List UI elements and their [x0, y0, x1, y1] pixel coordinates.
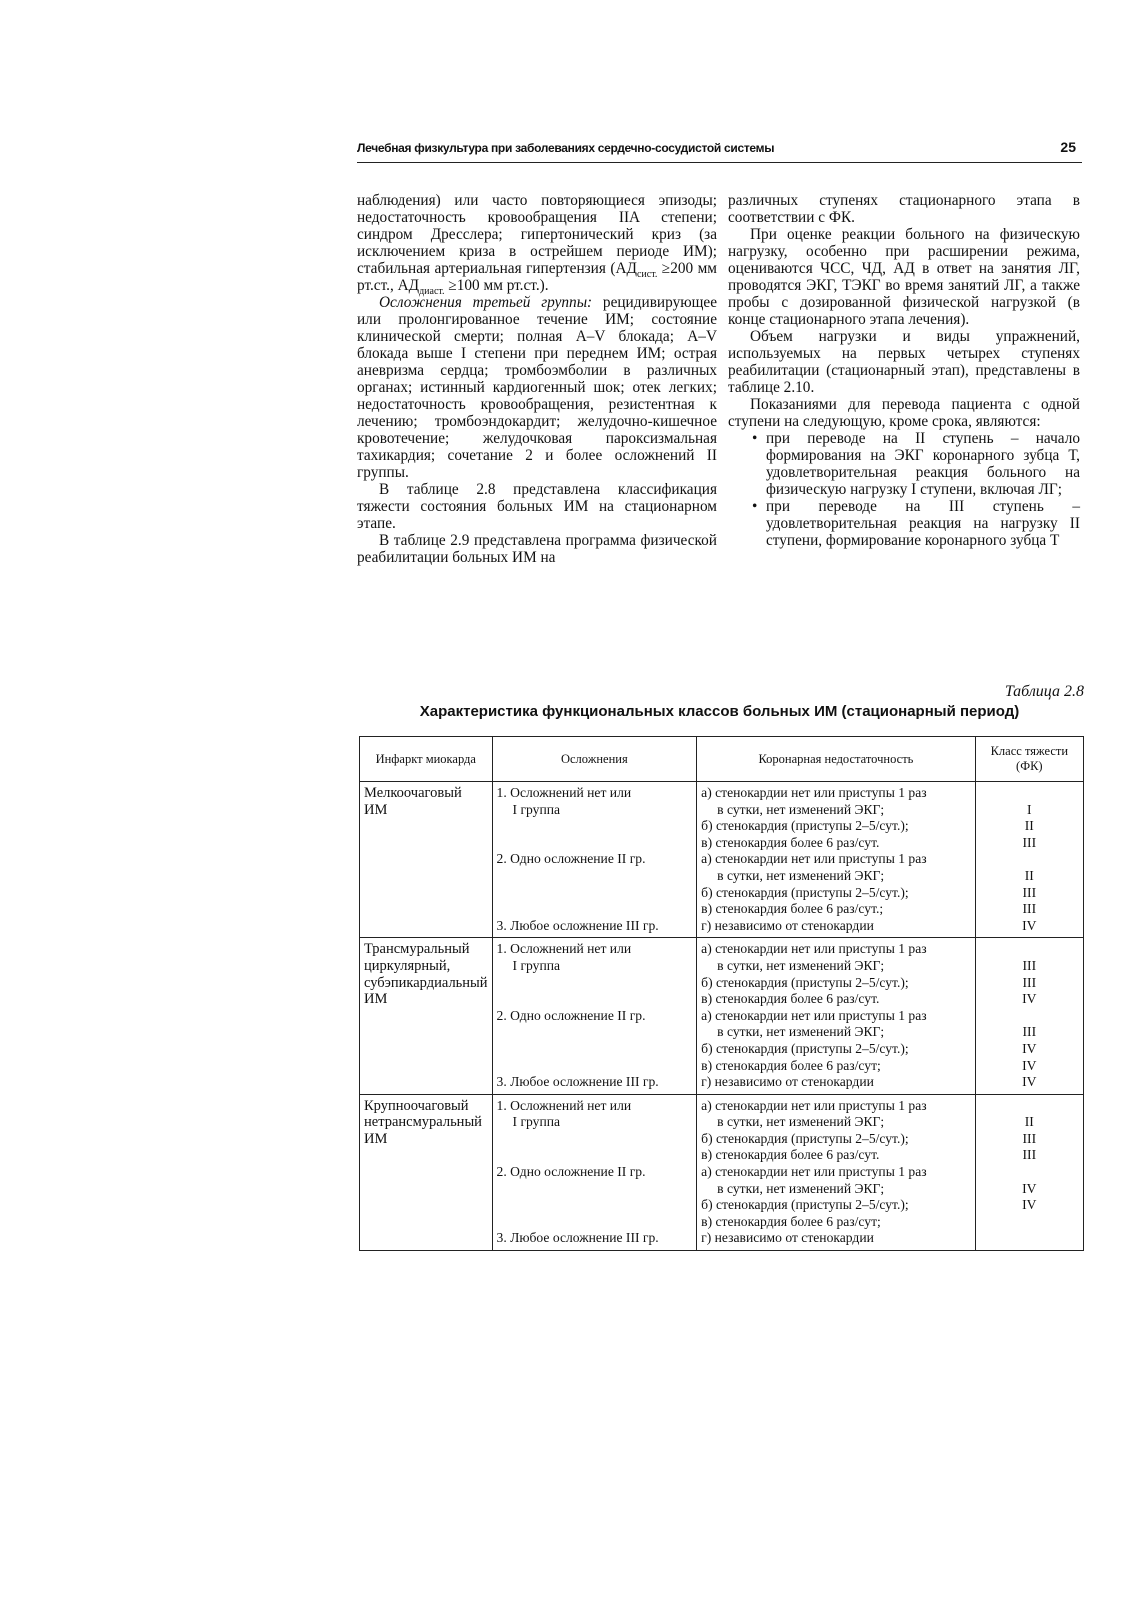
- coronary-line: г) независимо от стенокардии: [701, 1230, 874, 1246]
- class-value: I: [1027, 801, 1032, 817]
- complication-line: 1. Осложнений нет или: [496, 941, 632, 957]
- coronary-block: [701, 941, 970, 1007]
- coronary-block: [701, 851, 970, 917]
- coronary-line: г) независимо от стенокардии: [701, 917, 874, 933]
- class-value: [980, 1214, 1079, 1231]
- complication-line: [497, 1131, 693, 1148]
- left-paragraph-1: наблюдения) или часто повторяющиеся эпизоды; недостаточность кровообращения IIA степени; синдром Дресслера; гипертонический криз (за исключением криза в острейшем периоде ИМ); стабильная артериальная гипертензия ($АД_{сист.} \ge 200$ мм рт.ст., $АД_{диаст.} \ge 100$ мм рт.ст.).: [357, 192, 717, 298]
- table-title: Характеристика функциональных классов больных ИМ (стационарный период): [419, 703, 1020, 720]
- complication-line: [497, 1181, 693, 1198]
- coronary-line: б) стенокардия (приступы 2–5/сут.);: [701, 818, 909, 834]
- complication-line: [497, 818, 693, 835]
- complication-line: [497, 885, 693, 902]
- bullet-list: [728, 430, 1080, 549]
- table-row: [360, 938, 1084, 1094]
- complication-line: [497, 975, 693, 992]
- class-value: III: [1022, 974, 1037, 990]
- class-value: III: [1022, 1147, 1037, 1163]
- class-value: IV: [1022, 991, 1037, 1007]
- complication-line: I группа: [512, 1114, 561, 1130]
- class-value: [980, 851, 1079, 868]
- class-value: III: [1022, 1024, 1037, 1040]
- complication-line: [497, 1024, 693, 1041]
- right-paragraph-2: При оценке реакции больного на физическую нагрузку, особенно при расширении режима, оцениваются ЧСС, ЧД, АД в ответ на занятия ЛГ, проводятся ЭКГ, ТЭКГ во время занятий ЛГ, а также пробы с дозированной физической нагрузкой (в конце стационарного этапа лечения).: [728, 226, 1080, 328]
- coronary-line: в сутки, нет изменений ЭКГ;: [717, 1114, 885, 1130]
- left-paragraph-4: В таблице 2.9 представлена программа физической реабилитации больных ИМ на: [357, 532, 717, 566]
- class-value: [980, 941, 1079, 958]
- table-body: [360, 782, 1084, 1251]
- class-value: III: [1022, 1130, 1037, 1146]
- complication-line: [497, 868, 693, 885]
- complications-cell: [492, 938, 697, 1094]
- complications-cell: [492, 782, 697, 938]
- complication-line: 2. Одно осложнение II гр.: [496, 1164, 646, 1180]
- class-cell: [975, 1094, 1083, 1250]
- bullet-item: • при переводе на II ступень – начало формирования на ЭКГ коронарного зубца Т, удовлетворительная реакция больного на физическую нагрузку I ступени, включая ЛГ;: [728, 430, 1080, 498]
- coronary-block: [701, 1008, 970, 1074]
- coronary-line: в) стенокардия более 6 раз/сут.;: [701, 901, 884, 917]
- fk-table: [359, 736, 1084, 1251]
- coronary-line: а) стенокардии нет или приступы 1 раз: [701, 851, 927, 867]
- complication-line: 3. Любое осложнение III гр.: [496, 1230, 659, 1246]
- header-complications: Осложнения: [492, 737, 697, 782]
- table-row: [360, 782, 1084, 938]
- coronary-line: а) стенокардии нет или приступы 1 раз: [701, 941, 927, 957]
- coronary-line: а) стенокардии нет или приступы 1 раз: [701, 1097, 927, 1113]
- coronary-line: г) независимо от стенокардии: [701, 1074, 874, 1090]
- page-number: 25: [1060, 139, 1076, 155]
- infarct-cell: Крупноочаговый нетрансмуральный ИМ: [360, 1094, 493, 1250]
- class-value: III: [1022, 884, 1037, 900]
- class-value: III: [1022, 957, 1037, 973]
- coronary-line: в) стенокардия более 6 раз/сут.: [701, 1147, 880, 1163]
- coronary-line: в сутки, нет изменений ЭКГ;: [717, 867, 885, 883]
- class-value: II: [1024, 867, 1034, 883]
- coronary-line: в сутки, нет изменений ЭКГ;: [717, 1024, 885, 1040]
- left-paragraph-3: В таблице 2.8 представлена классификация тяжести состояния больных ИМ на стационарном этапе.: [357, 481, 717, 532]
- right-paragraph-4: Показаниями для перевода пациента с одной ступени на следующую, кроме срока, являются:: [728, 396, 1080, 430]
- coronary-line: в) стенокардия более 6 раз/сут.: [701, 834, 880, 850]
- class-value: [980, 1098, 1079, 1115]
- infarct-cell: Трансмуральный циркулярный, субэпикардиальный ИМ: [360, 938, 493, 1094]
- class-value: IV: [1022, 1180, 1037, 1196]
- coronary-line: в сутки, нет изменений ЭКГ;: [717, 1180, 885, 1196]
- class-cell: [975, 938, 1083, 1094]
- complication-line: [497, 1058, 693, 1075]
- complication-line: [497, 901, 693, 918]
- class-value: IV: [1022, 917, 1037, 933]
- class-value: III: [1022, 834, 1037, 850]
- header-class: Класс тяжести (ФК): [975, 737, 1083, 782]
- class-cell: [975, 782, 1083, 938]
- complication-line: [497, 1214, 693, 1231]
- complication-line: [497, 991, 693, 1008]
- complication-line: 3. Любое осложнение III гр.: [496, 917, 659, 933]
- complication-line: [497, 835, 693, 852]
- coronary-line: б) стенокардия (приступы 2–5/сут.);: [701, 974, 909, 990]
- left-paragraph-2: Осложнения третьей группы: рецидивирующее или пролонгированное течение ИМ; состояние клинической смерти; полная A–V блокада; A–V блокада выше I степени при переднем ИМ; острая аневризма сердца; тромбоэмболии в различных органах; истинный кардиогенный шок; отек легких; недостаточность кровообращения, резистентная к лечению; тромбоэндокардит; желудочно-кишечное кровотечение; желудочковая пароксизмальная тахикардия; сочетание 2 и более осложнений II группы.: [357, 294, 717, 481]
- coronary-line: в сутки, нет изменений ЭКГ;: [717, 957, 885, 973]
- coronary-block: [701, 1098, 970, 1164]
- class-value: III: [1022, 901, 1037, 917]
- coronary-cell: [697, 938, 975, 1094]
- bullet-item: • при переводе на III ступень – удовлетворительная реакция на нагрузку II ступени, формирование коронарного зубца Т: [728, 498, 1080, 549]
- complication-line: I группа: [512, 957, 561, 973]
- coronary-block: [701, 1164, 970, 1230]
- coronary-cell: [697, 782, 975, 938]
- coronary-line: в) стенокардия более 6 раз/сут;: [701, 1057, 881, 1073]
- class-value: IV: [1022, 1057, 1037, 1073]
- right-paragraph-1: различных ступенях стационарного этапа в соответствии с ФК.: [728, 192, 1080, 226]
- table-header-row: [360, 737, 1084, 782]
- header-coronary: Коронарная недостаточность: [697, 737, 975, 782]
- coronary-block: [701, 1230, 970, 1247]
- right-paragraph-3: Объем нагрузки и виды упражнений, используемых на первых четырех ступенях реабилитации (стационарный этап), представлены в таблице 2.10.: [728, 328, 1080, 396]
- class-value: [980, 1230, 1079, 1247]
- class-value: IV: [1022, 1197, 1037, 1213]
- coronary-line: б) стенокардия (приступы 2–5/сут.);: [701, 1197, 909, 1213]
- complication-line: 1. Осложнений нет или: [496, 1097, 632, 1113]
- complication-line: 3. Любое осложнение III гр.: [496, 1074, 659, 1090]
- complications-cell: [492, 1094, 697, 1250]
- complication-line: [497, 1147, 693, 1164]
- coronary-cell: [697, 1094, 975, 1250]
- left-column: [357, 192, 717, 566]
- complication-line: 1. Осложнений нет или: [496, 785, 632, 800]
- class-value: II: [1024, 1114, 1034, 1130]
- class-value: IV: [1022, 1040, 1037, 1056]
- coronary-line: б) стенокардия (приступы 2–5/сут.);: [701, 884, 909, 900]
- header-infarct: Инфаркт миокарда: [360, 737, 493, 782]
- complication-line: 2. Одно осложнение II гр.: [496, 1007, 646, 1023]
- coronary-line: б) стенокардия (приступы 2–5/сут.);: [701, 1040, 909, 1056]
- infarct-cell: Мелкоочаговый ИМ: [360, 782, 493, 938]
- coronary-block: [701, 918, 970, 935]
- table-row: [360, 1094, 1084, 1250]
- coronary-line: б) стенокардия (приступы 2–5/сут.);: [701, 1130, 909, 1146]
- class-value: [980, 1008, 1079, 1025]
- coronary-line: а) стенокардии нет или приступы 1 раз: [701, 1007, 927, 1023]
- coronary-line: в сутки, нет изменений ЭКГ;: [717, 801, 885, 817]
- running-title: Лечебная физкультура при заболеваниях сердечно-сосудистой системы: [357, 141, 775, 155]
- class-value: [980, 785, 1079, 802]
- complication-line: I группа: [512, 801, 561, 817]
- coronary-block: [701, 785, 970, 851]
- coronary-line: а) стенокардии нет или приступы 1 раз: [701, 785, 927, 800]
- coronary-line: в) стенокардия более 6 раз/сут.: [701, 991, 880, 1007]
- class-value: IV: [1022, 1074, 1037, 1090]
- right-column: [728, 192, 1080, 549]
- coronary-line: а) стенокардии нет или приступы 1 раз: [701, 1164, 927, 1180]
- coronary-block: [701, 1074, 970, 1091]
- class-value: II: [1024, 818, 1034, 834]
- table-label: Таблица 2.8: [1004, 683, 1084, 700]
- coronary-line: в) стенокардия более 6 раз/сут;: [701, 1213, 881, 1229]
- complication-line: [497, 1197, 693, 1214]
- page-header: [357, 140, 1082, 163]
- complication-line: 2. Одно осложнение II гр.: [496, 851, 646, 867]
- complication-line: [497, 1041, 693, 1058]
- class-value: [980, 1164, 1079, 1181]
